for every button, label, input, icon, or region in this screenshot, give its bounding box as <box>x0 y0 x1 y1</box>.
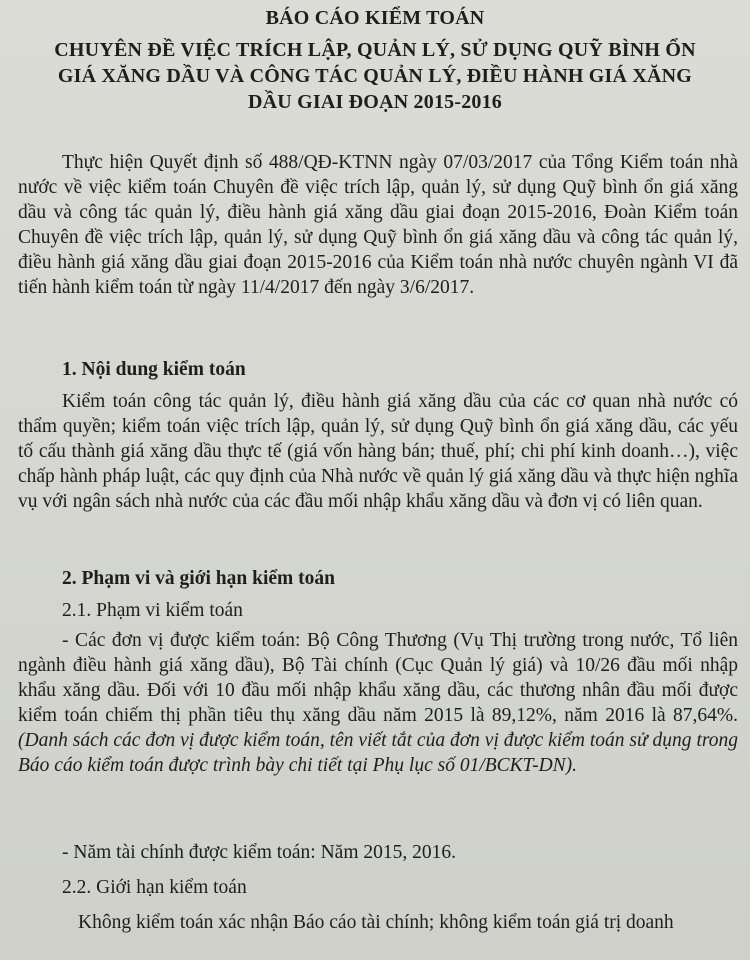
report-subtitle-line-1: CHUYÊN ĐỀ VIỆC TRÍCH LẬP, QUẢN LÝ, SỬ DỤNG QUỸ BÌNH ỔN <box>54 39 696 61</box>
audited-units-note: (Danh sách các đơn vị được kiểm toán, tên viết tắt của đơn vị được kiểm toán sử dụng trong Báo cáo kiểm toán được trình bày chi tiết tại Phụ lục số 01/BCKT-DN). <box>18 730 738 776</box>
section-1-body: Kiểm toán công tác quản lý, điều hành giá xăng dầu của các cơ quan nhà nước có thẩm quyền; kiểm toán việc trích lập, quản lý, sử dụng Quỹ bình ổn giá xăng dầu, các yếu tố cấu thành giá xăng dầu thực tế (giá vốn hàng bán; thuế, phí; chi phí kinh doanh…), việc chấp hành pháp luật, các quy định của Nhà nước về quản lý giá xăng dầu và thực hiện nghĩa vụ với ngân sách nhà nước của các đầu mối nhập khẩu xăng dầu và đơn vị có liên quan. <box>18 391 738 512</box>
report-subtitle-line-2: GIÁ XĂNG DẦU VÀ CÔNG TÁC QUẢN LÝ, ĐIỀU HÀNH GIÁ XĂNG <box>57 65 693 87</box>
report-title: BÁO CÁO KIỂM TOÁN <box>265 7 485 29</box>
section-2-heading: 2. Phạm vi và giới hạn kiểm toán <box>62 568 335 589</box>
section-1-heading: 1. Nội dung kiểm toán <box>62 359 246 380</box>
audited-units-text: - Các đơn vị được kiểm toán: Bộ Công Thương (Vụ Thị trường trong nước, Tổ liên ngành điều hành giá xăng dầu), Bộ Tài chính (Cục Quản lý giá) và 10/26 đầu mối nhập khẩu xăng dầu. Đối với 10 đầu mối nhập khẩu xăng dầu, các thương nhân đầu mối được kiểm toán chiếm thị phần tiêu thụ xăng dầu năm 2015 là 89,12%, năm 2016 là 87,64%. <box>18 630 738 726</box>
audited-units-paragraph <box>18 628 738 778</box>
report-subtitle-line-3: DẦU GIAI ĐOẠN 2015-2016 <box>247 91 503 113</box>
intro-paragraph: Thực hiện Quyết định số 488/QĐ-KTNN ngày 07/03/2017 của Tổng Kiểm toán nhà nước về việc kiểm toán Chuyên đề việc trích lập, quản lý, sử dụng Quỹ bình ổn giá xăng dầu và công tác quản lý, điều hành giá xăng dầu giai đoạn 2015-2016, Đoàn Kiểm toán Chuyên đề việc trích lập, quản lý, sử dụng Quỹ bình ổn giá xăng dầu và công tác quản lý, điều hành giá xăng dầu giai đoạn 2015-2016 của Kiểm toán nhà nước chuyên ngành VI đã tiến hành kiểm toán từ ngày 11/4/2017 đến ngày 3/6/2017. <box>18 152 738 298</box>
subsection-2-1-heading: 2.1. Phạm vi kiểm toán <box>62 600 243 621</box>
subsection-2-2-heading: 2.2. Giới hạn kiểm toán <box>62 877 247 898</box>
audit-limits-line: Không kiểm toán xác nhận Báo cáo tài chính; không kiểm toán giá trị doanh <box>78 912 674 933</box>
fiscal-years-line: - Năm tài chính được kiểm toán: Năm 2015, 2016. <box>62 842 457 863</box>
